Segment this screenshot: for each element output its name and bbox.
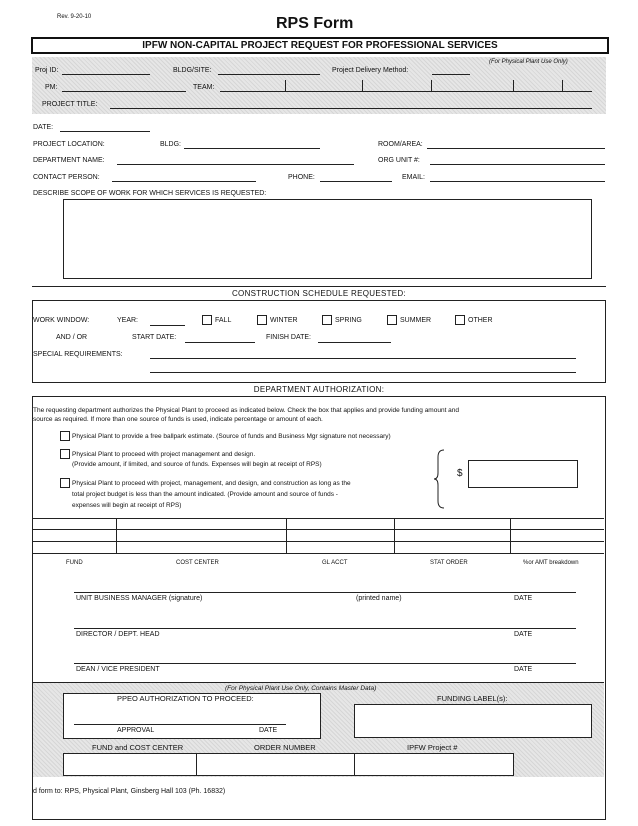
master-data-note: (For Physical Plant Use Only, Contains Master Data) xyxy=(225,685,377,692)
fund-cell[interactable] xyxy=(33,530,115,541)
other-label: OTHER xyxy=(468,317,493,324)
approval-label: APPROVAL xyxy=(117,727,155,734)
org-unit-field[interactable] xyxy=(430,164,605,165)
special-requirements-field-1[interactable] xyxy=(150,358,576,359)
other-checkbox[interactable] xyxy=(455,315,465,325)
fund-cost-center-field[interactable] xyxy=(64,754,195,774)
option-design-checkbox[interactable] xyxy=(60,449,70,459)
spring-checkbox[interactable] xyxy=(322,315,332,325)
year-field[interactable] xyxy=(150,325,185,326)
dollar-sign: $ xyxy=(457,468,463,479)
form-title: RPS Form xyxy=(276,15,354,32)
approval-date-label: DATE xyxy=(259,727,278,734)
email-label: EMAIL: xyxy=(402,174,425,181)
room-area-label: ROOM/AREA: xyxy=(378,141,423,148)
revision-label: Rev. 9-20-10 xyxy=(57,14,92,20)
date-label: DATE: xyxy=(33,124,54,131)
delivery-method-field[interactable] xyxy=(432,74,470,75)
funding-label-label: FUNDING LABEL(s): xyxy=(437,694,508,703)
year-label: YEAR: xyxy=(117,317,139,324)
proj-id-label: Proj ID: xyxy=(35,67,59,74)
scope-label: DESCRIBE SCOPE OF WORK FOR WHICH SERVICES IS REQUESTED: xyxy=(33,190,267,197)
department-name-label: DEPARTMENT NAME: xyxy=(33,157,105,164)
stat-order-cell[interactable] xyxy=(395,530,509,541)
business-manager-signature-line[interactable] xyxy=(74,592,576,593)
start-date-label: START DATE: xyxy=(132,334,177,341)
authorization-intro-line1: The requesting department authorizes the Physical Plant to proceed as indicated below. Check the box that applies and provide funding amount and xyxy=(33,407,460,414)
team-field[interactable] xyxy=(220,91,592,92)
finish-date-field[interactable] xyxy=(318,342,391,343)
stat-order-column-label: STAT ORDER xyxy=(430,560,468,566)
org-unit-label: ORG UNIT #: xyxy=(378,157,420,164)
special-requirements-field-2[interactable] xyxy=(150,372,576,373)
gl-acct-column-label: GL ACCT xyxy=(322,560,348,566)
bldg-label: BLDG: xyxy=(160,141,182,148)
work-window-label: WORK WINDOW: xyxy=(33,317,90,324)
contact-person-field[interactable] xyxy=(112,181,256,182)
breakdown-cell[interactable] xyxy=(511,530,603,541)
finish-date-label: FINISH DATE: xyxy=(266,334,311,341)
brace-icon xyxy=(434,449,448,509)
authorization-heading: DEPARTMENT AUTHORIZATION: xyxy=(32,382,606,397)
option-construction-label-1: Physical Plant to proceed with project, management, and design, and construction as long as the xyxy=(72,480,351,487)
start-date-field[interactable] xyxy=(185,342,255,343)
department-name-field[interactable] xyxy=(117,164,354,165)
special-requirements-label: SPECIAL REQUIREMENTS: xyxy=(33,351,123,358)
team-label: TEAM: xyxy=(193,84,215,91)
gl-acct-cell[interactable] xyxy=(287,530,393,541)
delivery-method-label: Project Delivery Method: xyxy=(332,67,409,74)
option-construction-label-3: expenses will begin at receipt of RPS) xyxy=(72,502,182,509)
project-location-label: PROJECT LOCATION: xyxy=(33,141,105,148)
email-field[interactable] xyxy=(430,181,605,182)
ipfw-project-field[interactable] xyxy=(356,754,511,774)
order-number-label: ORDER NUMBER xyxy=(254,743,316,752)
bldg-site-label: BLDG/SITE: xyxy=(173,67,212,74)
cost-center-column-label: COST CENTER xyxy=(176,560,219,566)
proj-id-field[interactable] xyxy=(62,74,150,75)
ppeo-authorization-label: PPEO AUTHORIZATION TO PROCEED: xyxy=(117,694,254,703)
breakdown-column-label: %or AMT breakdown xyxy=(523,560,579,566)
option-design-label-1: Physical Plant to proceed with project management and design. xyxy=(72,451,256,458)
project-title-label: PROJECT TITLE: xyxy=(42,101,98,108)
dean-label: DEAN / VICE PRESIDENT xyxy=(76,666,160,673)
dean-signature-line[interactable] xyxy=(74,663,576,664)
printed-name-label: (printed name) xyxy=(356,595,402,602)
room-area-field[interactable] xyxy=(427,148,605,149)
phone-field[interactable] xyxy=(320,181,392,182)
date-field[interactable] xyxy=(60,131,150,132)
cost-center-cell[interactable] xyxy=(117,530,285,541)
physical-plant-note: (For Physical Plant Use Only) xyxy=(489,59,568,65)
schedule-heading: CONSTRUCTION SCHEDULE REQUESTED: xyxy=(32,286,606,301)
fall-checkbox[interactable] xyxy=(202,315,212,325)
business-manager-date-label: DATE xyxy=(514,595,533,602)
order-number-field[interactable] xyxy=(198,754,353,774)
bldg-field[interactable] xyxy=(184,148,320,149)
option-design-label-2: (Provide amount, if limited, and source of funds. Expenses will begin at receipt of RPS) xyxy=(72,461,322,468)
amount-field[interactable] xyxy=(468,460,578,488)
scope-textarea[interactable] xyxy=(63,199,592,279)
winter-checkbox[interactable] xyxy=(257,315,267,325)
ipfw-project-label: IPFW Project # xyxy=(407,743,458,752)
winter-label: WINTER xyxy=(270,317,298,324)
director-label: DIRECTOR / DEPT. HEAD xyxy=(76,631,160,638)
ppeo-approval-line[interactable] xyxy=(74,724,286,725)
director-date-label: DATE xyxy=(514,631,533,638)
pm-label: PM: xyxy=(45,84,58,91)
project-title-field[interactable] xyxy=(110,108,592,109)
contact-person-label: CONTACT PERSON: xyxy=(33,174,100,181)
phone-label: PHONE: xyxy=(288,174,315,181)
and-or-label: AND / OR xyxy=(56,334,88,341)
director-signature-line[interactable] xyxy=(74,628,576,629)
fund-cost-center-label: FUND and COST CENTER xyxy=(92,743,184,752)
authorization-intro-line2: source as required. If more than one source of funds is used, indicate percentage or amount of each. xyxy=(33,416,323,423)
fund-column-label: FUND xyxy=(66,560,83,566)
bldg-site-field[interactable] xyxy=(218,74,320,75)
option-construction-checkbox[interactable] xyxy=(60,478,70,488)
funding-label-box[interactable] xyxy=(354,704,592,738)
spring-label: SPRING xyxy=(335,317,362,324)
business-manager-label: UNIT BUSINESS MANAGER (signature) xyxy=(76,595,203,602)
pm-field[interactable] xyxy=(62,91,186,92)
fall-label: FALL xyxy=(215,317,232,324)
form-banner: IPFW NON-CAPITAL PROJECT REQUEST FOR PROFESSIONAL SERVICES xyxy=(31,37,609,54)
send-to-footer: d form to: RPS, Physical Plant, Ginsberg Hall 103 (Ph. 16832) xyxy=(33,788,226,795)
option-estimate-checkbox[interactable] xyxy=(60,431,70,441)
dean-date-label: DATE xyxy=(514,666,533,673)
option-estimate-label: Physical Plant to provide a free ballpark estimate. (Source of funds and Business Mgr signature not necessary) xyxy=(72,433,391,440)
summer-label: SUMMER xyxy=(400,317,432,324)
summer-checkbox[interactable] xyxy=(387,315,397,325)
option-construction-label-2: total project budget is less than the amount indicated. (Provide amount and source of funds - xyxy=(72,491,338,498)
